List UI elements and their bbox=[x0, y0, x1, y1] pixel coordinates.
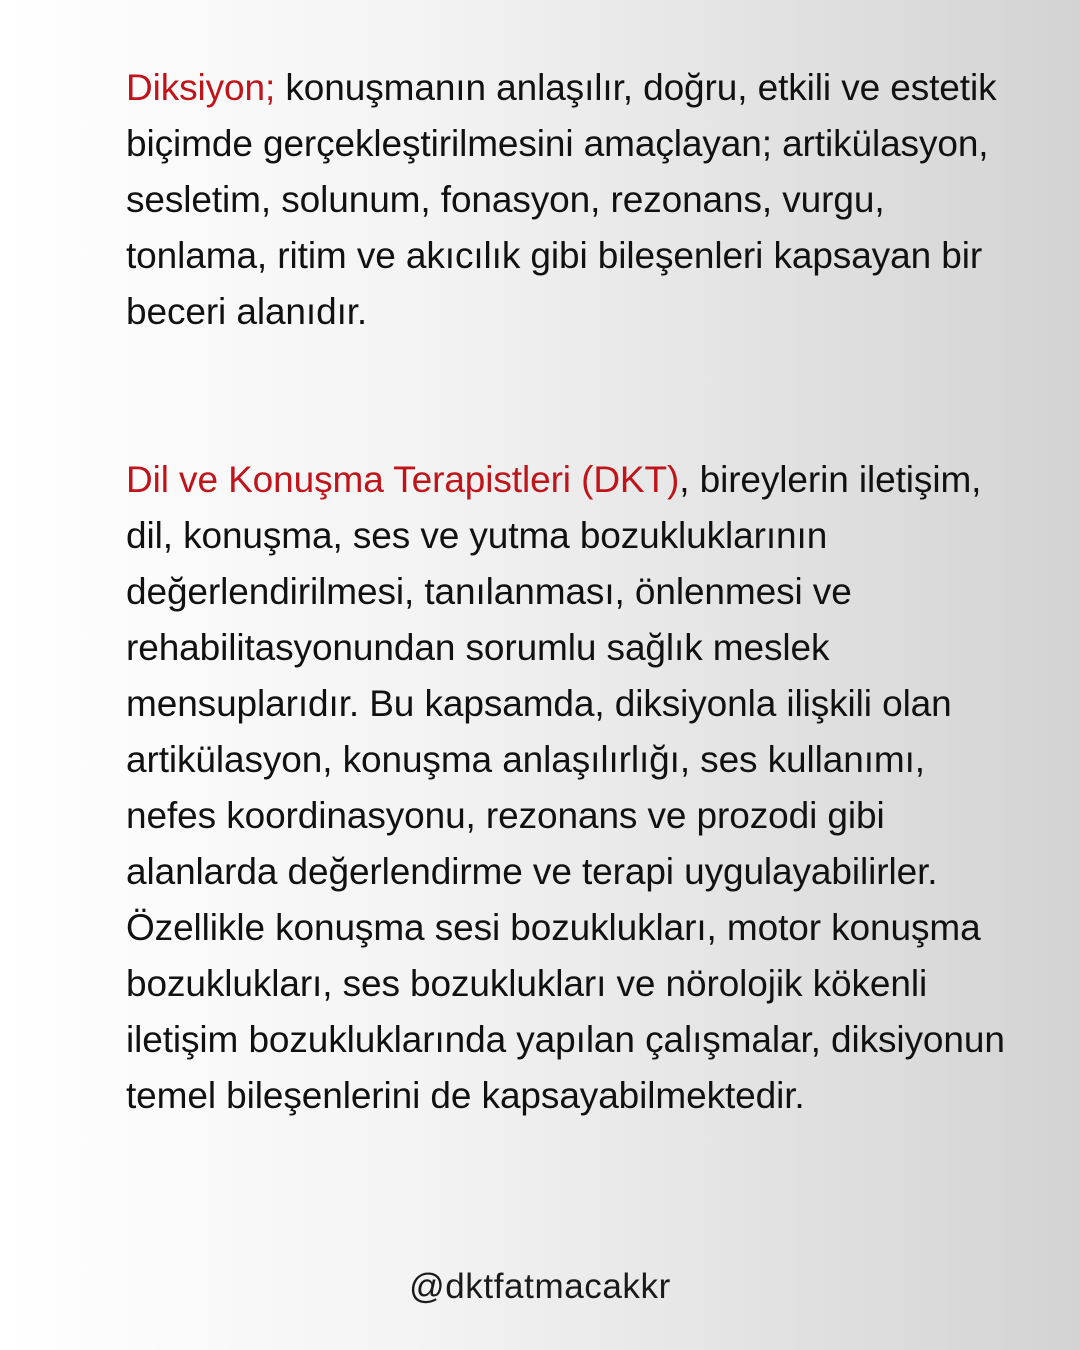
paragraph-dkt-text: , bireylerin iletişim, dil, konuşma, ses ve yutma bozukluklarının değerlendirilmesi, tanılanması, önlenmesi ve rehabilitasyonundan sorumlu sağlık meslek mensuplarıdır. Bu kapsamda, diksiyonla ilişkili olan artikülasyon, konuşma anlaşılırlığı, ses kullanımı, nefes koordinasyonu, rezonans ve prozodi gibi alanlarda değerlendirme ve terapi uygulayabilirler. Özellikle konuşma sesi bozuklukları, motor konuşma bozuklukları, ses bozuklukları ve nörolojik kökenli iletişim bozukluklarında yapılan çalışmalar, diksiyonun temel bileşenlerini de kapsayabilmektedir. bbox=[126, 459, 1005, 1116]
paragraph-dkt bbox=[126, 452, 1006, 1124]
paragraph-diksiyon bbox=[126, 60, 1006, 340]
paragraph-diksiyon-text: konuşmanın anlaşılır, doğru, etkili ve estetik biçimde gerçekleştirilmesini amaçlayan; artikülasyon, sesletim, solunum, fonasyon, rezonans, vurgu, tonlama, ritim ve akıcılık gibi bileşenleri kapsayan bir beceri alanıdır. bbox=[126, 67, 997, 332]
text-body bbox=[126, 60, 1006, 1124]
paragraph-diksiyon-highlight: Diksiyon; bbox=[126, 67, 276, 108]
author-handle: @dktfatmacakkr bbox=[409, 1267, 671, 1306]
paragraph-dkt-highlight: Dil ve Konuşma Terapistleri (DKT) bbox=[126, 459, 680, 500]
